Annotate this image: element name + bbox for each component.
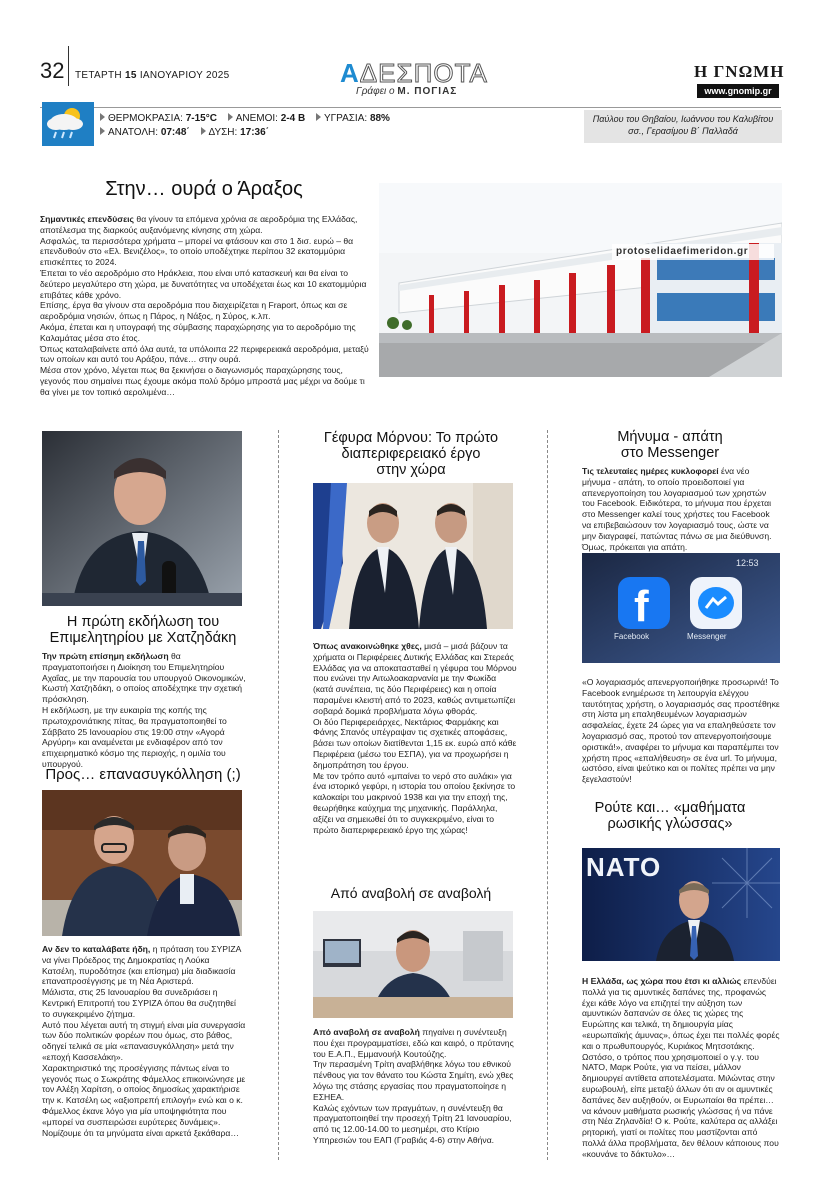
temperature-value: 7-15°C bbox=[185, 113, 217, 124]
triangle-bullet-icon bbox=[228, 113, 233, 121]
rutte-headline-line1: Ρούτε και… «μαθήματα bbox=[594, 800, 746, 816]
araxos-p7: Μέσα στον χρόνο, λέγεται πως θα ξεκινήσει ο διαγωνισμός παραχώρησης τους, γεγονός που σημαίνει πως έχουμε ακόμα πολύ δρόμο μπροστά μας μέχρι να δούμε τι θα γίνει με τον τοπικό αερολιμένα… bbox=[40, 365, 365, 397]
bridge-lead: Όπως ανακοινώθηκε χθες, bbox=[313, 641, 422, 651]
syriza-body bbox=[42, 944, 246, 1138]
bridge-p1: μισά – μισά βάζουν τα χρήματα οι Περιφέρειες Δυτικής Ελλάδας και Στερεάς Ελλάδας για να αποκατασταθεί η γέφυρα του Μόρνου που ενώνει την Αιτωλοακαρνανία με την Φωκίδα (κατά συνέπεια, τις δύο Περιφέρειες) και η οποία παραμένει κλειστή από το 2023, καθώς αντιμετωπίζει σοβαρά δομικά προβλήματα λόγω φθοράς. bbox=[313, 641, 517, 716]
triangle-bullet-icon bbox=[100, 127, 105, 135]
chatzidakis-headline-line2: Επιμελητηρίου με Χατζηδάκη bbox=[49, 630, 237, 647]
nato-sign: NATO bbox=[586, 852, 662, 882]
weather-row-1 bbox=[100, 113, 390, 124]
rutte-p1: επενδύει πολλά για τις αμυντικές δαπάνες της, προφανώς έχει κάθε λόγο να επιζητεί την αύξηση των αμυντικών δαπανών σε όλες τις χώρες της Ευρώπης και τελικά, τη δημιουργία μίας «ευρωπαϊκής άμυνας», όπως έχει πει πολλές φορές και ο πρωθυπουργός, Κυριάκος Μητσοτάκης. Ωστόσο, ο τρόπος που χρησιμοποιεί ο γ.γ. του ΝΑΤΟ, Μαρκ Ρούτε, για να πείσει, μάλλον δημιουργεί αντίθετα αποτελέσματα. Μιλώντας στην ευρωβουλή, είπε μεταξύ άλλων ότι αν οι αμυντικές δαπάνες δεν αυξηθούν, οι Ευρωπαίοι θα πρέπει… να κάνουν μαθήματα ρωσικής γλώσσας ή να πάνε στη Νέα Ζηλανδία! Ο κ. Ρούτε, καλύτερα ας αλλάξει ρητορική, γιατί οι πολίτες που μαστίζονται από πολλά άλλα προβλήματα, δεν θέλουν κάποιους που «κουνάνε το δάκτυλο»… bbox=[582, 976, 780, 1159]
sunset-value: 17:36΄ bbox=[240, 127, 269, 138]
column-author bbox=[356, 86, 457, 97]
masthead-rule bbox=[40, 107, 781, 108]
weather-row-2 bbox=[100, 127, 269, 138]
issue-date bbox=[75, 70, 230, 81]
chatzidakis-headline bbox=[40, 614, 246, 646]
author-name: Μ. ΠΟΓΙΑΣ bbox=[397, 86, 458, 97]
syriza-politicians-photo bbox=[42, 790, 242, 936]
postpone-body bbox=[313, 1027, 518, 1146]
postpone-p2: Την περασμένη Τρίτη αναβλήθηκε λόγω του εθνικού πένθους για τον θάνατο του Κώστα Σημίτη, ενώ χθες λόγω της στάσης εργασίας που πραγματοποίησε η ΕΣΗΕΑ. bbox=[313, 1059, 514, 1102]
sunset-label: ΔΥΣΗ: bbox=[208, 127, 238, 138]
messenger-quote bbox=[582, 677, 780, 785]
clock-label: 12:53 bbox=[736, 558, 759, 568]
temperature-label: ΘΕΡΜΟΚΡΑΣΙΑ: bbox=[108, 113, 183, 124]
triangle-bullet-icon bbox=[316, 113, 321, 121]
araxos-p1: θα γίνουν τα επόμενα χρόνια σε αεροδρόμια της Ελλάδας, αποτέλεσμα της διαρκούς αυξανόμενης κίνησης στη χώρα. bbox=[40, 214, 358, 235]
bridge-p2: Οι δύο Περιφερειάρχες, Νεκτάριος Φαρμάκης και Φάνης Σπανός υπέγραψαν τις σχετικές αποφάσεις, βάσει των οποίων διατίθενται 1,15 εκ. ευρώ από κάθε Περιφέρεια (μέσω του ΕΣΠΑ), για να προχωρήσει η δημοπράτηση του έργου. bbox=[313, 716, 517, 770]
chatzidakis-p1: θα πραγματοποιήσει η Διοίκηση του Επιμελητηρίου Αχαΐας, με την παρουσία του υπουργού Οικονομικών, Κωστή Χατζηδάκη, ο οποίος αποδέχτηκε την σχετική πρόσκληση. bbox=[42, 651, 246, 705]
column-divider bbox=[278, 430, 279, 1160]
newspaper-logo: Η ΓΝΩΜΗ bbox=[694, 62, 785, 81]
humidity-value: 88% bbox=[369, 113, 390, 124]
chatzidakis-lead: Την πρώτη επίσημη εκδήλωση bbox=[42, 651, 169, 661]
date-day: ΤΕΤΑΡΤΗ bbox=[75, 70, 122, 81]
postpone-p3: Καλώς εχόντων των πραγμάτων, η συνέντευξη θα πραγματοποιηθεί την προσεχή Τρίτη 21 Ιανουαρίου, από τις 12.00-14.00 το μεσημέρι, στο Κτίριο Υπηρεσιών του ΕΑΠ (Γραβιάς 4-6) στην Αθήνα. bbox=[313, 1102, 512, 1145]
bridge-p3: Με τον τρόπο αυτό «μπαίνει το νερό στο αυλάκι» για ένα ιστορικό γεφύρι, η ιστορία του οποίου ξεκίνησε το καλοκαίρι του μακρινού 1938 και για την εποχή της, θεωρήθηκε καύχημα της μηχανικής. Παράλληλα, αξίζει να σημειωθεί ότι το συγκεκριμένο, είναι το πρώτο διαπεριφερειακό έργο της χώρας! bbox=[313, 770, 516, 835]
website-url[interactable]: www.gnomip.gr bbox=[697, 84, 779, 98]
chatzidakis-headline-line1: Η πρώτη εκδήλωση του bbox=[66, 614, 220, 630]
cloud-rain-sun-icon bbox=[42, 102, 94, 146]
syriza-p1: η πρόταση του ΣΥΡΙΖΑ να γίνει Πρόεδρος της Δημοκρατίας η Λούκα Κατσέλη, πυροδότησε (και επίσημα) μία διαδικασία επαναπροσέγγισης με τη Νέα Αριστερά. bbox=[42, 944, 241, 987]
column-title-first-letter: Α bbox=[340, 58, 360, 88]
messenger-p1: ένα νέο μήνυμα - απάτη, το οποίο προειδοποιεί για απενεργοποίηση του λογαριασμού των χρηστών του Facebook. Ειδικότερα, το μήνυμα που έρχεται στο Messenger καλεί τους χρήστες του Facebook να επιβεβαιώσουν τον λογαριασμό τους, ώστε να μην διαγραφεί, πατώντας πάνω σε μια διεύθυνση. Όμως, πρόκειται για απάτη. bbox=[582, 466, 772, 552]
rutte-headline bbox=[560, 800, 780, 832]
bridge-headline bbox=[292, 430, 530, 479]
bridge-headline-line3: στην χώρα bbox=[376, 462, 446, 479]
author-prefix: Γράφει ο bbox=[356, 86, 395, 97]
bridge-headline-line2: διαπεριφερειακό έργο bbox=[341, 446, 481, 463]
syriza-lead: Αν δεν το καταλάβατε ήδη, bbox=[42, 944, 151, 954]
messenger-body bbox=[582, 466, 780, 552]
date-number: 15 bbox=[125, 70, 137, 81]
rutte-body bbox=[582, 976, 780, 1160]
chatzidakis-photo bbox=[42, 431, 242, 606]
watermark: protoselidaefimeridon.gr bbox=[612, 244, 774, 260]
page-number: 32 bbox=[40, 58, 65, 83]
rutte-headline-line2: ρωσικής γλώσσας» bbox=[607, 816, 733, 833]
column-title bbox=[340, 58, 488, 89]
chatzidakis-p2: Η εκδήλωση, με την ευκαιρία της κοπής της πρωτοχρονιάτικης πίτας, θα πραγματοποιηθεί το Σάββατο 25 Ιανουαρίου στις 19:00 στην «Αγορά Αργύρη» και αναμένεται με ενδιαφέρον από τον επιχειρηματικό κόσμο της περιοχής, η ομιλία του υπουργού. bbox=[42, 704, 227, 769]
araxos-headline: Στην… ουρά ο Άραξος bbox=[105, 178, 303, 200]
syriza-p2: Μάλιστα, στις 25 Ιανουαρίου θα συνεδριάσει η Κεντρική Επιτροπή του ΣΥΡΙΖΑ όπου θα συζητηθεί το συγκεκριμένο ζήτημα. bbox=[42, 987, 236, 1019]
bridge-headline-line1: Γέφυρα Μόρνου: Το πρώτο bbox=[323, 430, 499, 446]
messenger-p2: «Ο λογαριασμός απενεργοποιήθηκε προσωρινά! Το Facebook ενημέρωσε τη λειτουργία ελέγχου ταυτότητας χρήστη, ο λογαριασμός σας προστέθηκε στη λίστα μη επαληθευμένων λογαριασμών ασφαλείας, έχετε 24 ώρες για να επαληθεύσετε τον λογαριασμό σας, προτού τον απενεργοποιήσουμε οριστικά!», αναφέρει το μήνυμα και παραπέμπει τον χρήστη προς «επαλήθευση» σε ένα url. Το μήνυμα, ωστόσο, είναι ψεύτικο και οι πολίτες πρέπει να μην ξεγελαστούν! bbox=[582, 677, 780, 785]
messenger-headline-line1: Μήνυμα - απάτη bbox=[617, 429, 723, 445]
postpone-p1: πηγαίνει η συνέντευξη που έχει προγραμματίσει, εδώ και καιρό, ο πρύτανης του Ε.Α.Π., Εμμανουήλ Κουτούζης. bbox=[313, 1027, 514, 1059]
wind-value: 2-4 Β bbox=[280, 113, 306, 124]
triangle-bullet-icon bbox=[100, 113, 105, 121]
araxos-lead: Σημαντικές επενδύσεις bbox=[40, 214, 135, 224]
university-rector-photo bbox=[313, 911, 513, 1018]
syriza-headline: Προς… επανασυγκόλληση (;) bbox=[45, 766, 241, 783]
svg-text:f: f bbox=[634, 582, 649, 631]
syriza-p5: Νομίζουμε ότι τα μηνύματα είναι αρκετά ξεκάθαρα… bbox=[42, 1127, 239, 1138]
divider bbox=[68, 46, 69, 86]
postpone-headline: Από αναβολή σε αναβολή bbox=[330, 885, 492, 901]
column-divider bbox=[547, 430, 548, 1160]
sunrise-value: 07:48΄ bbox=[160, 127, 190, 138]
chatzidakis-body bbox=[42, 651, 246, 770]
araxos-p6: Όπως καταλαβαίνετε από όλα αυτά, τα υπόλοιπα 22 περιφερειακά αεροδρόμια, μεταξύ των οποίων και αυτό του Αράξου, πάνε… στην ουρά. bbox=[40, 343, 369, 365]
messenger-headline bbox=[560, 429, 780, 461]
bridge-officials-photo bbox=[313, 483, 513, 629]
wind-label: ΑΝΕΜΟΙ: bbox=[235, 113, 278, 124]
facebook-messenger-phone-photo bbox=[582, 553, 780, 663]
araxos-p5: Ακόμα, έπεται και η υπογραφή της σύμβασης παραχώρησης για το αεροδρόμιο της Καλαμάτας μέσα στο έτος. bbox=[40, 321, 356, 343]
messenger-app-label: Messenger bbox=[687, 632, 727, 641]
syriza-p3: Αυτό που λέγεται αυτή τη στιγμή είναι μία συνεργασία των δύο πολιτικών φορέων που όμως, στο βάθος, οδηγεί τελικά σε μία «επανασυγκόλληση» μετά την «εποχή Κασσελάκη». bbox=[42, 1019, 246, 1062]
facebook-app-label: Facebook bbox=[614, 632, 650, 641]
triangle-bullet-icon bbox=[201, 127, 206, 135]
rutte-lead: Η Ελλάδα, ως χώρα που έτσι κι αλλιώς bbox=[582, 976, 742, 986]
bridge-body bbox=[313, 641, 518, 835]
column-title-rest: ΔΕΣΠΟΤΑ bbox=[359, 58, 488, 88]
messenger-headline-line2: στο Messenger bbox=[620, 445, 720, 462]
airport-terminal-photo bbox=[379, 183, 782, 377]
araxos-p3: Έπεται το νέο αεροδρόμιο στο Ηράκλεια, που είναι υπό κατασκευή και θα είναι το δεύτερο μεγαλύτερο στη χώρα, με δυνατότητες να υποδέχεται έως και 10 εκατομμύρια επιβάτες κάθε χρόνο. bbox=[40, 267, 367, 300]
postpone-lead: Από αναβολή σε αναβολή bbox=[313, 1027, 420, 1037]
date-rest: ΙΑΝΟΥΑΡΙΟΥ 2025 bbox=[139, 70, 230, 81]
sunrise-label: ΑΝΑΤΟΛΗ: bbox=[108, 127, 159, 138]
araxos-p4: Επίσης, έργα θα γίνουν στα αεροδρόμια που διαχειρίζεται η Fraport, όπως και σε αεροδρόμια νησιών, όπως η Πάρος, η Νάξος, η Σύρος, κ.λπ. bbox=[40, 300, 348, 322]
humidity-label: ΥΓΡΑΣΙΑ: bbox=[323, 113, 368, 124]
araxos-p2: Ασφαλώς, τα περισσότερα χρήματα – μπορεί να φτάσουν και στο 1 δισ. ευρώ – θα επενδυθούν στο «Ελ. Βενιζέλος», το οποίο υποδέχτηκε περίπου 32 εκατομμύρια επισκέπτες το 2024. bbox=[40, 235, 354, 268]
name-days-box: Παύλου του Θηβαίου, Ιωάννου του Καλυβίτου σσ., Γερασίμου Β΄ Παλλαδά bbox=[584, 110, 782, 143]
syriza-p4: Χαρακτηριστικό της προσέγγισης πάντως είναι το γεγονός πως ο Σωκράτης Φάμελλος επικοινώνησε με τον Αλέξη Χαρίτση, ο οποίος δημοσίως χαρακτήρισε την κ. Κατσέλη ως «αξιοπρεπή επιλογή» ενώ και ο κ. Φάμελλος έκανε λόγο για μία υποψηφιότητα που «μπορεί να συσπειρώσει ευρύτερες δυνάμεις». bbox=[42, 1062, 246, 1127]
messenger-lead: Τις τελευταίες ημέρες κυκλοφορεί bbox=[582, 466, 719, 476]
araxos-body bbox=[40, 214, 374, 398]
